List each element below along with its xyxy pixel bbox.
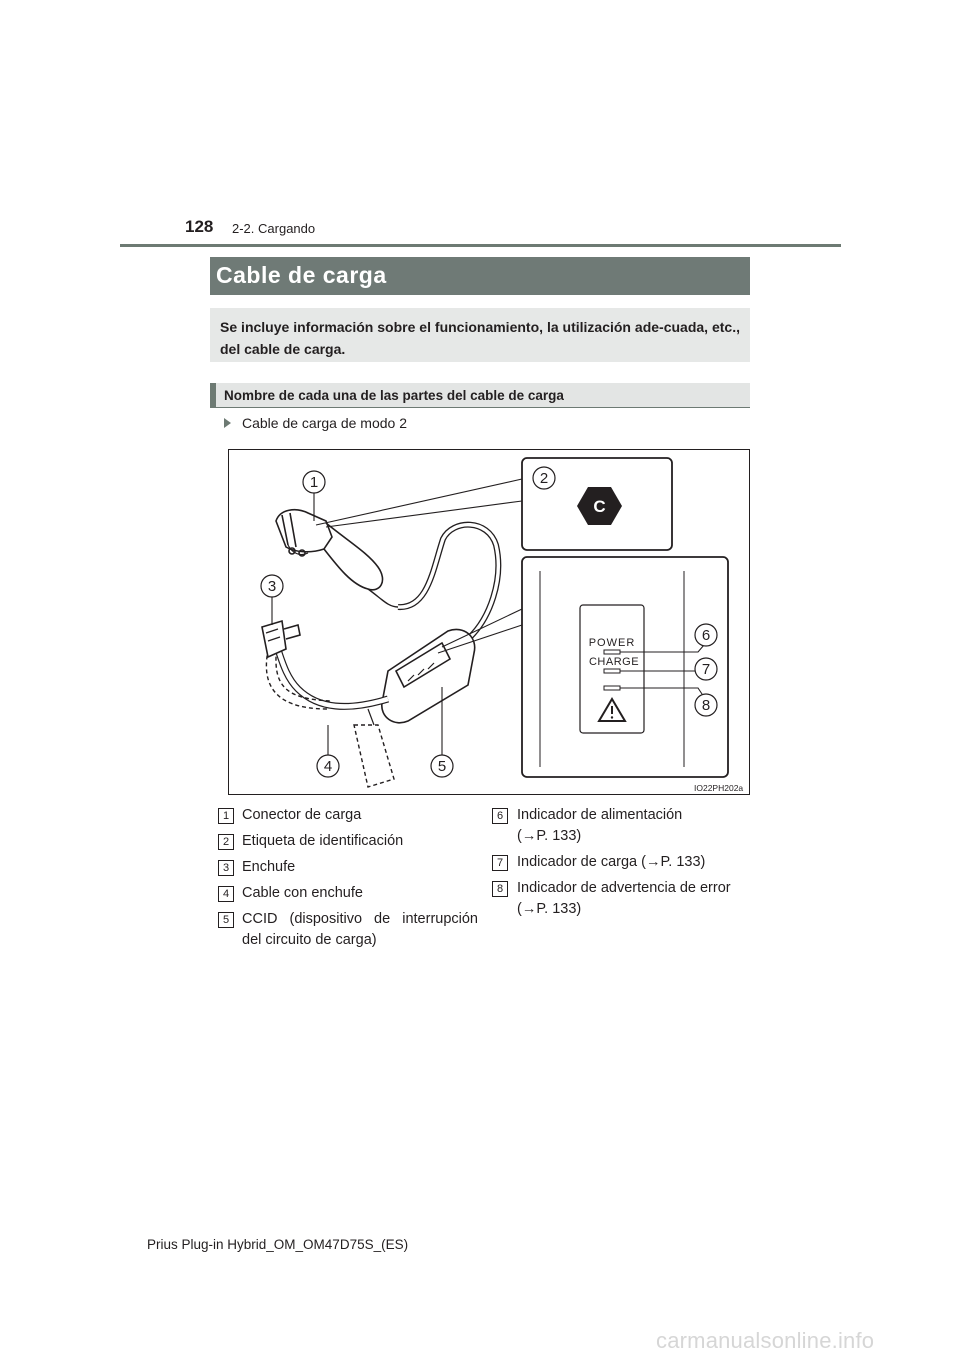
legend-badge: 7 [492,855,508,871]
watermark: carmanualsonline.info [656,1328,875,1353]
footer-manual-id: Prius Plug-in Hybrid_OM_OM47D75S_(ES) [147,1237,409,1252]
section-label: 2-2. Cargando [232,221,316,236]
legend-badge: 2 [218,834,234,850]
panel-charge-label: CHARGE [588,656,640,668]
bullet-text: Cable de carga de modo 2 [242,415,407,431]
legend-item: Cable con enchufe [242,885,363,901]
callout-5: 5 [437,758,447,775]
legend-item: Enchufe [242,859,296,875]
legend-badge: 6 [492,808,508,824]
subheading: Nombre de cada una de las partes del cable de carga [224,388,564,403]
legend-badge: 4 [218,886,234,902]
tag-letter: C [593,497,606,516]
bullet-arrow-icon [224,418,231,428]
page-number: 128 [185,217,214,236]
legend-item: Conector de carga [242,807,362,823]
callout-3: 3 [267,578,277,595]
intro-text: Se incluye información sobre el funcionamiento, la utilización ade-cuada, etc., del cable de carga. [220,319,740,357]
page-title: Cable de carga [216,262,387,288]
legend-badge: 1 [218,808,234,824]
callout-8: 8 [701,697,711,714]
callout-1: 1 [309,474,319,491]
legend-item: Indicador de advertencia de error (→P. 133) [517,880,731,917]
legend-item: Etiqueta de identificación [242,833,404,849]
callout-7: 7 [701,661,711,678]
panel-power-label: POWER [588,637,636,649]
figure-code: IO22PH202a [694,783,744,793]
callout-2: 2 [539,470,549,487]
legend-item: Indicador de carga (→P. 133) [517,854,706,870]
legend-badge: 5 [218,912,234,928]
callout-4: 4 [323,758,333,775]
charging-cable-illustration [228,449,750,795]
legend-item: Indicador de alimentación (→P. 133) [517,807,683,844]
legend-badge: 8 [492,881,508,897]
subheading-marker [210,383,216,407]
header-rule [120,244,841,247]
legend-badge: 3 [218,860,234,876]
legend-item: CCID (dispositivo de interrupción del circuito de carga) [242,911,478,948]
callout-6: 6 [701,627,711,644]
